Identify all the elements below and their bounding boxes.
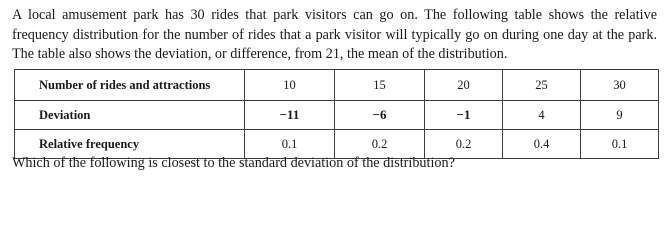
table-row-rides [15,70,659,101]
row-header-deviation: Deviation [15,101,245,130]
problem-statement: A local amusement park has 30 rides that park visitors can go on. The following table shows the relative frequency distribution for the number of rides that a park visitor will typically go on during one day at the park. The table also shows the deviation, or difference, from 21, the mean of the distribution. [12,7,657,62]
table-cell: 9 [581,101,659,130]
table-cell: −11 [245,101,335,130]
table-cell: 25 [503,70,581,101]
table-cell: 10 [245,70,335,101]
table-cell: −6 [335,101,425,130]
row-header-rides: Number of rides and attractions [15,70,245,101]
table-cell: 30 [581,70,659,101]
table-cell: 15 [335,70,425,101]
frequency-distribution-table [14,69,659,159]
table-cell: 0.1 [245,130,335,159]
table-cell: 0.2 [335,130,425,159]
table-cell: 4 [503,101,581,130]
row-header-relative-frequency: Relative frequency [15,130,245,159]
table-cell: 20 [425,70,503,101]
table-cell: 0.1 [581,130,659,159]
table-cell: 0.2 [425,130,503,159]
question-text: Which of the following is closest to the standard deviation of the distribution? [12,155,455,171]
table-cell: −1 [425,101,503,130]
table-cell: 0.4 [503,130,581,159]
table-row-deviation [15,101,659,130]
